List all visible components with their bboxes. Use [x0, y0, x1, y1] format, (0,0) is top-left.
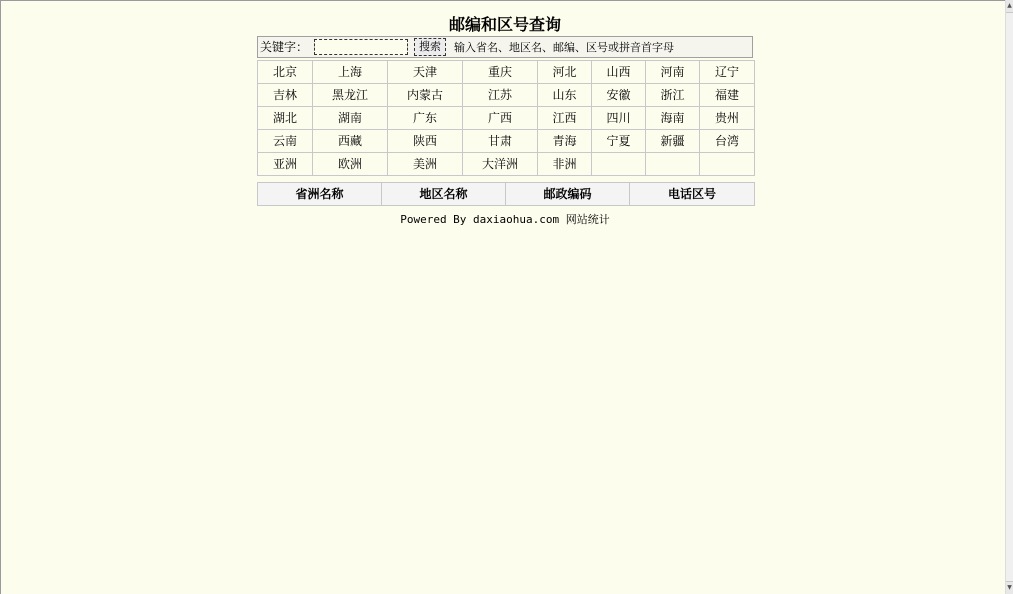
region-cell: [258, 61, 313, 84]
region-row: [258, 61, 755, 84]
page-title: 邮编和区号查询: [448, 15, 561, 34]
region-link[interactable]: 欧洲: [337, 157, 362, 171]
region-row: [258, 107, 755, 130]
region-cell: [700, 130, 755, 153]
region-row: [258, 130, 755, 153]
region-cell: [700, 61, 755, 84]
region-link[interactable]: 河南: [660, 65, 685, 79]
region-cell: [388, 153, 463, 176]
region-link[interactable]: 大洋洲: [481, 157, 518, 171]
region-cell: [646, 84, 700, 107]
region-cell: [388, 84, 463, 107]
vertical-scrollbar[interactable]: [1005, 0, 1013, 594]
region-cell: [646, 130, 700, 153]
header-areacode: 电话区号: [630, 183, 755, 206]
region-cell: [463, 84, 538, 107]
region-cell: [700, 107, 755, 130]
header-postcode: 邮政编码: [506, 183, 630, 206]
search-label: 关键字：: [260, 40, 309, 54]
region-cell: [313, 107, 388, 130]
footer: [257, 213, 753, 227]
region-table-body: [258, 61, 755, 176]
region-cell: [700, 84, 755, 107]
region-link[interactable]: 上海: [337, 65, 362, 79]
region-link[interactable]: 西藏: [337, 134, 362, 148]
region-link[interactable]: 江西: [552, 111, 577, 125]
region-cell: [646, 61, 700, 84]
region-cell: [258, 84, 313, 107]
region-link[interactable]: 河北: [552, 65, 577, 79]
region-link[interactable]: 宁夏: [606, 134, 631, 148]
region-cell: [538, 61, 592, 84]
header-province: 省洲名称: [258, 183, 382, 206]
region-link[interactable]: 天津: [412, 65, 437, 79]
region-cell: [463, 153, 538, 176]
region-link[interactable]: 内蒙古: [406, 88, 443, 102]
region-cell: [646, 153, 700, 176]
region-link[interactable]: 亚洲: [272, 157, 297, 171]
region-cell: [258, 107, 313, 130]
region-cell: [538, 153, 592, 176]
region-cell: [258, 130, 313, 153]
region-link[interactable]: 湖南: [337, 111, 362, 125]
region-cell: [700, 153, 755, 176]
region-link[interactable]: 湖北: [272, 111, 297, 125]
region-cell: [313, 153, 388, 176]
region-cell: [463, 61, 538, 84]
region-link[interactable]: 吉林: [272, 88, 297, 102]
scroll-up-icon[interactable]: ▲: [1006, 0, 1013, 13]
region-link[interactable]: 江苏: [487, 88, 512, 102]
header-region: 地区名称: [382, 183, 506, 206]
region-link[interactable]: 四川: [606, 111, 631, 125]
region-table: [257, 60, 755, 176]
region-link[interactable]: 云南: [272, 134, 297, 148]
region-link[interactable]: 贵州: [714, 111, 739, 125]
region-link[interactable]: 山东: [552, 88, 577, 102]
search-hint: 输入省名、地区名、邮编、区号或拼音首字母: [454, 41, 674, 54]
scroll-down-icon[interactable]: ▼: [1006, 581, 1013, 594]
region-link[interactable]: 重庆: [487, 65, 512, 79]
region-cell: [646, 107, 700, 130]
region-link[interactable]: 安徽: [606, 88, 631, 102]
search-button[interactable]: 搜索: [414, 38, 446, 56]
region-link[interactable]: 北京: [272, 65, 297, 79]
region-cell: [313, 61, 388, 84]
search-input[interactable]: [314, 39, 408, 55]
region-link[interactable]: 新疆: [660, 134, 685, 148]
result-header-row: [258, 183, 755, 206]
region-link[interactable]: 台湾: [714, 134, 739, 148]
region-cell: [258, 153, 313, 176]
region-link[interactable]: 海南: [660, 111, 685, 125]
region-cell: [313, 84, 388, 107]
region-cell: [592, 107, 646, 130]
region-link[interactable]: 广东: [412, 111, 437, 125]
region-cell: [592, 61, 646, 84]
search-bar: [257, 36, 753, 58]
region-link[interactable]: 青海: [552, 134, 577, 148]
region-link[interactable]: 美洲: [412, 157, 437, 171]
region-cell: [388, 130, 463, 153]
region-row: [258, 153, 755, 176]
region-link[interactable]: 黑龙江: [331, 88, 368, 102]
region-row: [258, 84, 755, 107]
region-link[interactable]: 福建: [714, 88, 739, 102]
region-link[interactable]: 山西: [606, 65, 631, 79]
region-link[interactable]: 广西: [487, 111, 512, 125]
result-table: [257, 182, 755, 206]
region-cell: [463, 130, 538, 153]
region-cell: [538, 107, 592, 130]
region-link[interactable]: 陕西: [412, 134, 437, 148]
region-cell: [388, 61, 463, 84]
region-link[interactable]: 辽宁: [714, 65, 739, 79]
region-cell: [592, 153, 646, 176]
site-stats-link[interactable]: 网站统计: [565, 213, 610, 226]
region-cell: [538, 84, 592, 107]
region-cell: [538, 130, 592, 153]
powered-by-text: Powered By daxiaohua.com: [400, 213, 560, 226]
region-cell: [592, 130, 646, 153]
region-link[interactable]: 非洲: [552, 157, 577, 171]
region-cell: [463, 107, 538, 130]
region-cell: [592, 84, 646, 107]
region-link[interactable]: 浙江: [660, 88, 685, 102]
region-cell: [388, 107, 463, 130]
region-cell: [313, 130, 388, 153]
region-link[interactable]: 甘肃: [487, 134, 512, 148]
